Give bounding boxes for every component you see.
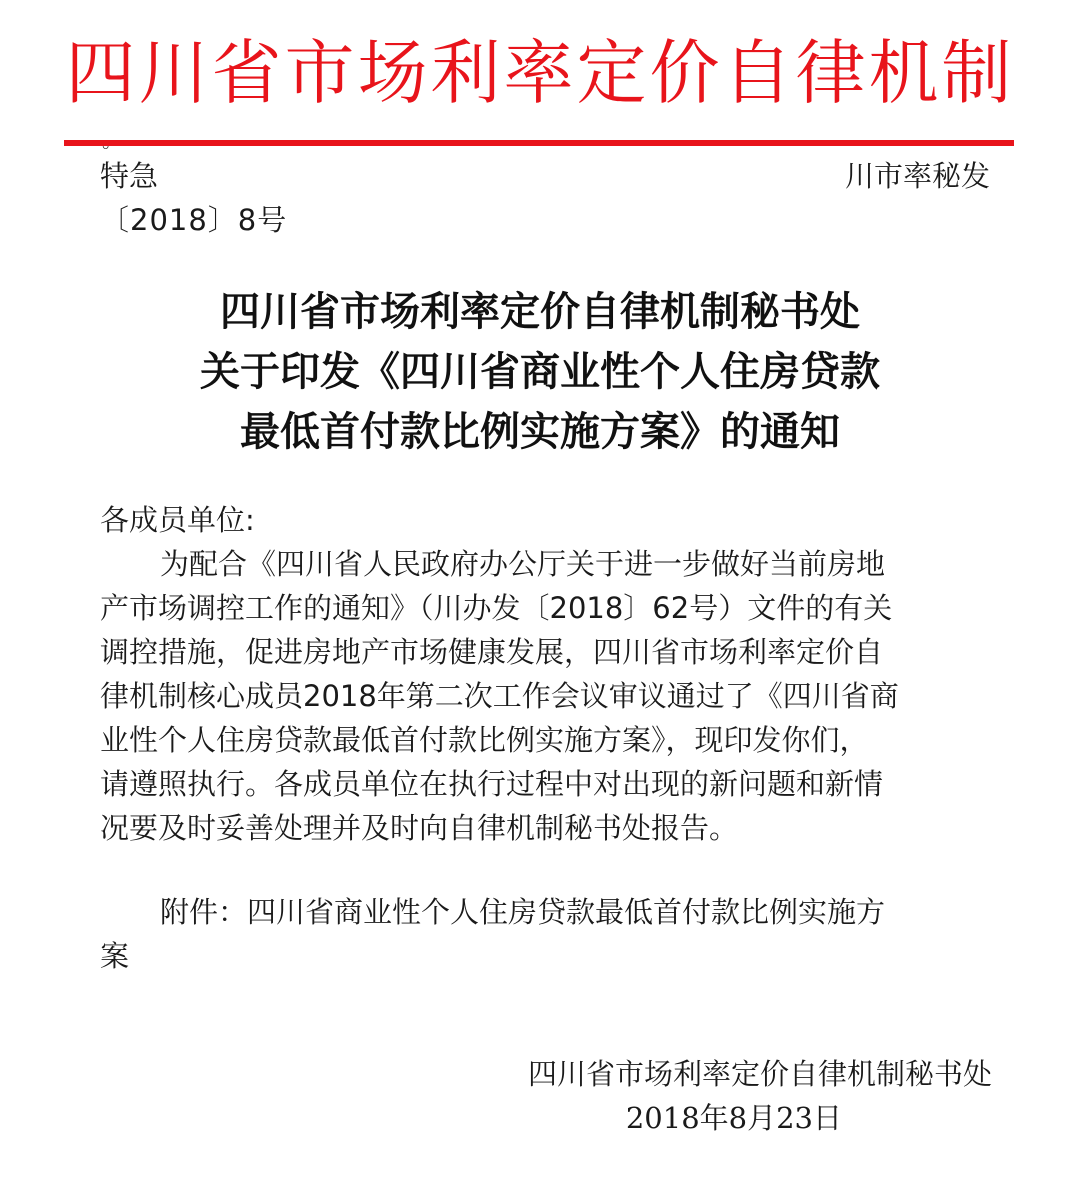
- body-line: 律机制核心成员2018年第二次工作会议审议通过了《四川省商: [100, 679, 899, 713]
- attachment-line-1: 附件：四川省商业性个人住房贷款最低首付款比例实施方: [160, 895, 886, 929]
- body-line: 产市场调控工作的通知》（川办发〔2018〕62号）文件的有关: [100, 591, 893, 625]
- body-line: 况要及时妥善处理并及时向自律机制秘书处报告。: [100, 811, 739, 845]
- document-number: 〔2018〕8号: [100, 203, 288, 237]
- issuer-code: 川市率秘发: [844, 159, 990, 193]
- body-line: 业性个人住房贷款最低首付款比例实施方案》，现印发你们，: [100, 723, 869, 757]
- attachment-note: [100, 890, 990, 978]
- notice-title: [0, 282, 1080, 462]
- signature-organization: 四川省市场利率定价自律机制秘书处: [527, 1057, 992, 1091]
- body-line: 调控措施，促进房地产市场健康发展，四川省市场利率定价自: [100, 635, 884, 669]
- notice-body: [100, 498, 990, 850]
- notice-title-line-1: 四川省市场利率定价自律机制秘书处: [220, 289, 860, 335]
- urgency-label: 特急: [100, 159, 159, 193]
- letterhead-title: 四川省市场利率定价自律机制: [65, 32, 1015, 114]
- body-line: 请遵照执行。各成员单位在执行过程中对出现的新问题和新情: [100, 767, 884, 801]
- attachment-line-2: 案: [100, 939, 130, 973]
- letterhead-red-rule: [64, 140, 1014, 146]
- body-line: 为配合《四川省人民政府办公厅关于进一步做好当前房地: [160, 547, 886, 581]
- notice-title-line-2: 关于印发《四川省商业性个人住房贷款: [200, 349, 880, 395]
- salutation: 各成员单位:: [100, 503, 255, 537]
- notice-title-line-3: 最低首付款比例实施方案》的通知: [240, 409, 840, 455]
- signature-date: 2018年8月23日: [625, 1101, 842, 1135]
